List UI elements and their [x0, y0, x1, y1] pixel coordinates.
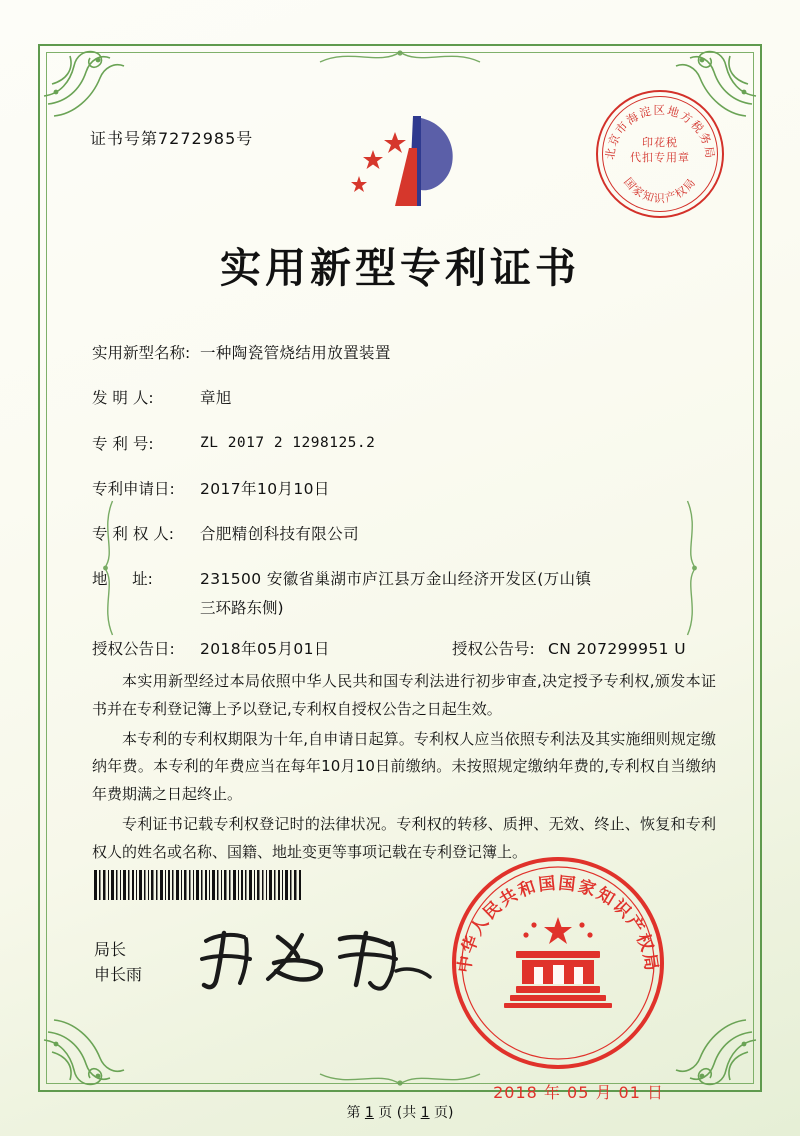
field-row-inventor [92, 387, 720, 410]
field-label: 专 利 号: [92, 434, 154, 453]
field-label: 发 明 人: [92, 389, 154, 408]
field-row-utility-model-name [92, 342, 720, 365]
patent-logo-icon [325, 102, 475, 222]
tax-seal-line-1: 印花税 [642, 137, 678, 149]
footer-prefix: 第 [346, 1105, 361, 1121]
seal-date: 2018 年 05 月 01 日 [493, 1083, 664, 1102]
field-value: CN 207299951 U [548, 639, 686, 658]
field-row-address [92, 568, 720, 591]
field-value: 合肥精创科技有限公司 [200, 525, 360, 543]
footer-total-pages: 1 [420, 1105, 430, 1121]
legal-paragraph-3: 专利证书记载专利权登记时的法律状况。专利权的转移、质押、无效、终止、恢复和专利权人的姓名或名称、国籍、地址变更等事项记载在专利登记簿上。 [92, 814, 716, 861]
legal-paragraph-1: 本实用新型经过本局依照中华人民共和国专利法进行初步审查,决定授予专利权,颁发本证书并在专利登记簿上予以登记,专利权自授权公告之日起生效。 [92, 672, 716, 718]
legal-text-block [92, 668, 716, 868]
director-role-label: 局长 [94, 940, 127, 959]
legal-paragraph-2: 本专利的专利权期限为十年,自申请日起算。专利权人应当依照专利法及其实施细则规定缴纳年费。本专利的年费应当在每年10月10日前缴纳。未按照规定缴纳年费的,专利权自当缴纳年费期满之日起终止。 [92, 729, 716, 803]
national-ip-office-seal [450, 855, 666, 1071]
svg-text:国家知识产权局 [621, 175, 699, 205]
page-title: 实用新型专利证书 [220, 244, 580, 292]
field-value: 2018年05月01日 [200, 639, 330, 658]
field-row-patent-number [92, 433, 720, 456]
field-value: 231500 安徽省巢湖市庐江县万金山经济开发区(万山镇 [200, 570, 592, 589]
certificate-fields [92, 342, 720, 667]
field-label: 授权公告日: [92, 639, 175, 658]
field-value-address-line2: 三环路东侧) [200, 598, 284, 617]
field-label: 专利申请日: [92, 479, 175, 498]
field-value: 2017年10月10日 [200, 479, 330, 498]
field-row-announcement [92, 638, 720, 661]
footer-middle: 页 (共 [378, 1105, 417, 1121]
signature-block [94, 938, 142, 988]
field-label: 实用新型名称: [92, 344, 191, 362]
seal-arc-text-top: 中华人民共和国国家知识产权局 [454, 873, 662, 975]
field-value: 章旭 [200, 389, 232, 408]
page-footer [0, 1102, 800, 1122]
footer-suffix: 页) [434, 1105, 454, 1121]
field-label: 授权公告号: [452, 639, 535, 658]
field-label: 地 址: [92, 570, 153, 589]
field-label: 专 利 权 人: [92, 525, 175, 543]
tax-seal-bottom-text: 国家知识产权局 [621, 175, 699, 205]
handwritten-signature [190, 925, 450, 995]
footer-page-number: 1 [364, 1105, 374, 1121]
announcement-number-group [452, 638, 686, 661]
field-value: 一种陶瓷管烧结用放置装置 [200, 344, 391, 362]
field-row-patentee [92, 523, 720, 546]
edge-ornament-top [310, 42, 490, 73]
certificate-number: 证书号第7272985号 [90, 129, 254, 148]
tax-seal-arc-text: 北京市海淀区地方税务局 [602, 103, 718, 161]
director-name-label: 申长雨 [94, 964, 143, 984]
certificate-content [70, 80, 730, 1102]
tax-seal-line-2: 代扣专用章 [630, 152, 690, 164]
barcode [94, 870, 302, 900]
field-row-application-date [92, 478, 720, 501]
field-value: ZL 2017 2 1298125.2 [200, 434, 376, 451]
tax-seal-stamp [596, 90, 724, 218]
announcement-date-group [92, 638, 452, 661]
